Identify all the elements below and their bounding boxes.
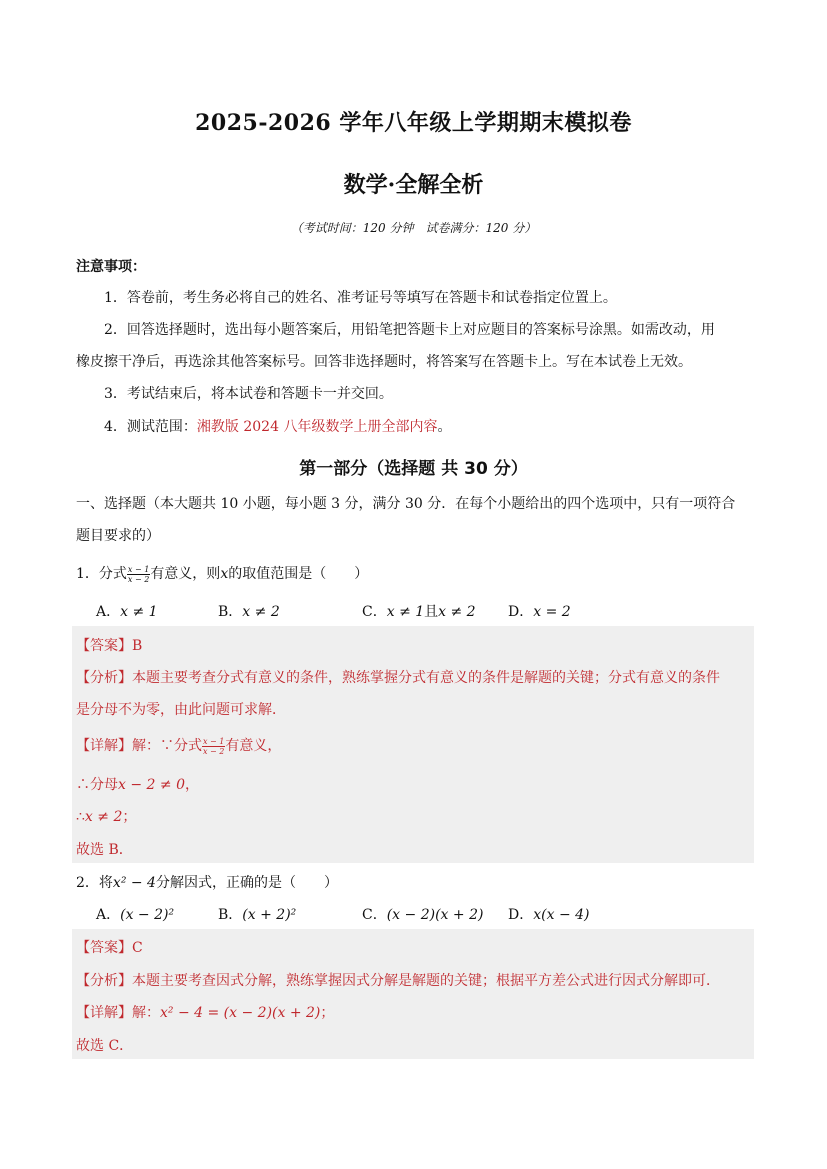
q1-detail-frac-den: x − 2	[203, 746, 225, 756]
page-title: 2025-2026 学年八年级上学期期末模拟卷	[195, 110, 632, 136]
part1-heading: 第一部分（选择题 共 30 分）	[299, 459, 528, 479]
notice-heading: 注意事项：	[76, 259, 146, 275]
q2-answer-value: C	[132, 940, 143, 956]
q1-detail-3-math: x ≠ 2	[84, 809, 123, 825]
q2-detail-math: x² − 4 = (x − 2)(x + 2)	[160, 1005, 321, 1021]
q1-prefix: 1．分式	[76, 566, 127, 582]
q2-option-c[interactable]	[362, 904, 483, 924]
q2-detail-tag: 【详解】	[76, 1005, 132, 1021]
notice-item-3: 3．考试结束后，将本试卷和答题卡一并交回。	[104, 386, 393, 402]
q2-prefix: 2．将	[76, 875, 113, 891]
q1-middle: 有意义，则	[150, 566, 221, 582]
q2-option-b[interactable]	[218, 904, 296, 924]
notice-item-1: 1．答卷前，考生务必将自己的姓名、准考证号等填写在答题卡和试卷指定位置上。	[104, 290, 617, 306]
q1-answer-value: B	[132, 638, 143, 654]
q1-stem	[76, 563, 368, 584]
q1-option-a[interactable]	[96, 601, 158, 621]
q2-stem	[76, 872, 338, 892]
notice-item-4-suffix: 。	[437, 419, 452, 435]
q1-detail-2b: ，	[184, 777, 199, 793]
q2-option-a-label: A．	[96, 907, 121, 923]
q1-detail-tag: 【详解】	[76, 738, 132, 754]
q1-option-a-math: x ≠ 1	[120, 604, 158, 620]
q1-option-d-math: x = 2	[533, 604, 571, 620]
q1-option-c-math1: x ≠ 1	[386, 604, 425, 620]
notice-item-4-prefix: 4．测试范围：	[104, 419, 197, 435]
q2-option-a[interactable]	[96, 904, 174, 924]
part1-intro-b: 题目要求的）	[76, 528, 160, 544]
q1-option-d[interactable]	[508, 601, 571, 621]
notice-item-2a: 2．回答选择题时，选出每小题答案后，用铅笔把答题卡上对应题目的答案标号涂黑。如需改动，用	[104, 322, 715, 338]
notice-item-2b: 橡皮擦干净后，再选涂其他答案标号。回答非选择题时，将答案写在答题卡上。写在本试卷上无效。	[76, 354, 692, 370]
q1-analysis-text-a: 本题主要考查分式有意义的条件，熟练掌握分式有意义的条件是解题的关键；分式有意义的条件	[132, 670, 720, 686]
q1-analysis-tag: 【分析】	[76, 670, 132, 686]
q2-analysis-text: 本题主要考查因式分解，熟练掌握因式分解是解题的关键；根据平方差公式进行因式分解即可．	[132, 973, 720, 989]
q1-detail-fraction	[202, 737, 225, 756]
q2-option-a-math: (x − 2)²	[120, 907, 175, 923]
q2-option-d[interactable]	[508, 904, 590, 924]
q2-answer-tag: 【答案】	[76, 940, 132, 956]
q2-analysis-tag: 【分析】	[76, 973, 132, 989]
q1-detail-1	[76, 735, 281, 756]
q1-detail-1b: 有意义，	[225, 738, 282, 754]
q1-analysis-b: 是分母不为零，由此问题可求解．	[76, 702, 286, 718]
q1-option-c[interactable]	[362, 601, 476, 621]
q1-option-c-and: 且	[424, 604, 439, 620]
q2-option-b-math: (x + 2)²	[242, 907, 297, 923]
q2-option-b-label: B．	[218, 907, 243, 923]
q1-detail-2a: ∴分母	[76, 777, 118, 793]
q2-suffix: 分解因式，正确的是（ ）	[155, 875, 338, 891]
q2-detail-b: ；	[320, 1005, 335, 1021]
q1-suffix: 的取值范围是（ ）	[228, 566, 369, 582]
q1-detail-2-math: x − 2 ≠ 0	[118, 777, 185, 793]
q2-analysis	[76, 970, 720, 990]
q1-detail-frac-num: x − 1	[203, 736, 225, 746]
q1-var: x	[220, 566, 229, 582]
q1-detail-3a: ∴	[76, 809, 85, 825]
q2-solution-box	[72, 929, 754, 1059]
q1-option-d-label: D．	[508, 604, 534, 620]
q1-frac-num: x − 1	[127, 564, 150, 574]
q2-detail	[76, 1002, 334, 1022]
q1-analysis-a	[76, 667, 720, 687]
q1-option-c-label: C．	[362, 604, 387, 620]
q2-conclusion: 故选 C．	[76, 1038, 134, 1054]
q2-option-c-math: (x − 2)(x + 2)	[386, 907, 484, 923]
q1-detail-2	[76, 774, 199, 794]
part1-intro-a: 一、选择题（本大题共 10 小题，每小题 3 分，满分 30 分．在每个小题给出的四个选项中，只有一项符合	[76, 496, 736, 512]
q1-conclusion: 故选 B．	[76, 842, 133, 858]
page-subtitle: 数学·全解全析	[343, 172, 484, 198]
q1-fraction	[127, 565, 150, 584]
q1-option-c-math2: x ≠ 2	[438, 604, 476, 620]
q1-detail-1a: 解：∵分式	[132, 738, 202, 754]
q2-option-d-math: x(x − 4)	[533, 907, 590, 923]
q1-detail-3	[76, 806, 136, 826]
q2-expr: x² − 4	[112, 875, 156, 891]
q1-option-b-math: x ≠ 2	[242, 604, 280, 620]
q2-detail-a: 解：	[132, 1005, 160, 1021]
notice-item-4	[104, 416, 451, 436]
q1-answer	[76, 635, 142, 655]
q1-option-b-label: B．	[218, 604, 243, 620]
q1-option-a-label: A．	[96, 604, 121, 620]
q1-option-b[interactable]	[218, 601, 280, 621]
test-scope: 湘教版 2024 八年级数学上册全部内容	[196, 419, 438, 435]
exam-info: （考试时间：120 分钟 试卷满分：120 分）	[290, 221, 537, 235]
q1-detail-3b: ；	[122, 809, 137, 825]
q1-frac-den: x − 2	[127, 574, 150, 584]
q2-option-c-label: C．	[362, 907, 387, 923]
q2-option-d-label: D．	[508, 907, 534, 923]
q1-answer-tag: 【答案】	[76, 638, 132, 654]
q2-answer	[76, 937, 143, 957]
